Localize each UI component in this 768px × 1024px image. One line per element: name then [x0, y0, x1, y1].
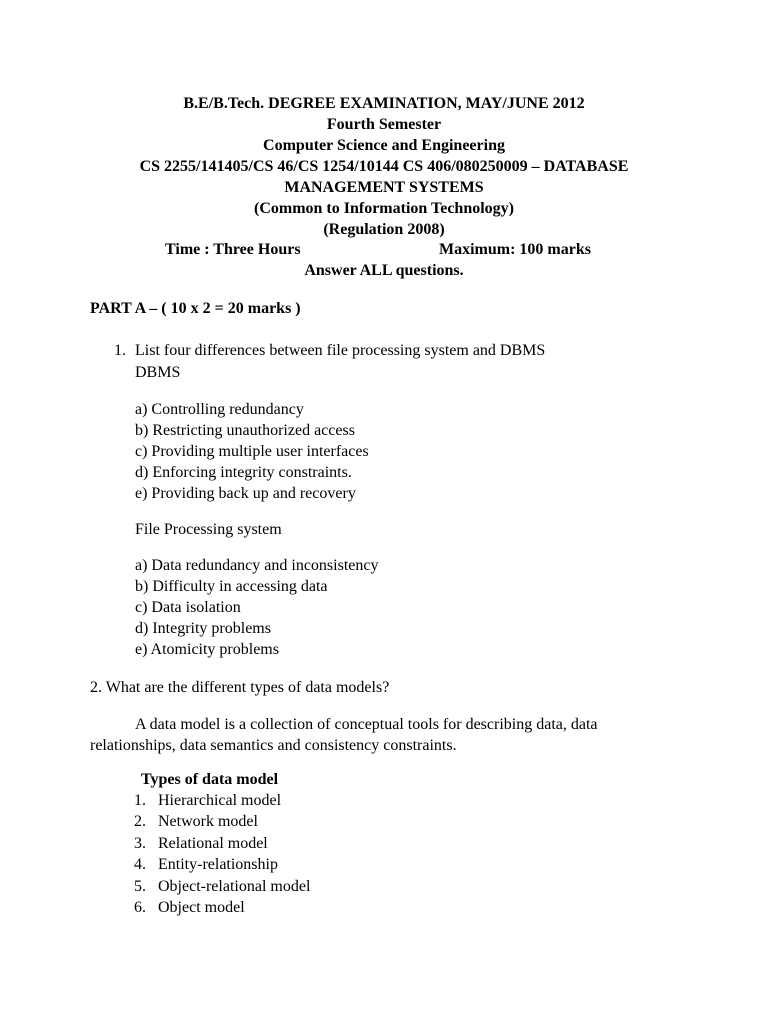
list-item [134, 854, 434, 875]
q2-question: 2. What are the different types of data models? [90, 679, 390, 696]
list-item: c) Data isolation [135, 599, 241, 616]
q1-question: List four differences between file processing system and DBMS [135, 342, 546, 359]
time-marks-line [0, 239, 768, 260]
max-marks: Maximum: 100 marks [439, 241, 591, 258]
list-item-number: 5. [134, 878, 146, 895]
course-name: MANAGEMENT SYSTEMS [284, 179, 484, 196]
list-item [134, 897, 434, 918]
instruction: Answer ALL questions. [304, 262, 464, 279]
q2-types-list [134, 790, 434, 918]
list-item: a) Data redundancy and inconsistency [135, 557, 379, 574]
list-item [134, 811, 434, 832]
list-item [134, 876, 434, 897]
list-item-number: 1. [134, 792, 146, 809]
semester: Fourth Semester [326, 116, 442, 133]
list-item-label: Object model [158, 899, 245, 916]
list-item-label: Network model [158, 813, 258, 830]
department: Computer Science and Engineering [263, 137, 505, 154]
list-item: c) Providing multiple user interfaces [135, 443, 369, 460]
list-item-label: Entity-relationship [158, 856, 278, 873]
q1-number: 1. [114, 342, 126, 359]
list-item: d) Integrity problems [135, 620, 271, 637]
q2-answer-line-1: A data model is a collection of conceptual tools for describing data, data [135, 716, 598, 733]
exam-duration: Time : Three Hours [165, 241, 301, 258]
q2-types-heading: Types of data model [141, 771, 279, 788]
list-item-label: Hierarchical model [158, 792, 282, 809]
list-item-number: 6. [134, 899, 146, 916]
common-to: (Common to Information Technology) [253, 200, 514, 217]
list-item [134, 790, 434, 811]
list-item: a) Controlling redundancy [135, 401, 304, 418]
list-item-number: 4. [134, 856, 146, 873]
list-item-number: 3. [134, 835, 146, 852]
q1-fps-heading: File Processing system [135, 521, 282, 538]
list-item-label: Object-relational model [158, 878, 311, 895]
course-codes: CS 2255/141405/CS 46/CS 1254/10144 CS 406/080250009 – DATABASE [139, 158, 629, 175]
part-a-heading: PART A – ( 10 x 2 = 20 marks ) [90, 300, 301, 317]
q1-dbms-heading: DBMS [135, 364, 181, 381]
q1-fps-list [135, 555, 378, 660]
list-item [134, 833, 434, 854]
q1-dbms-list [135, 399, 369, 504]
exam-header [0, 93, 768, 240]
regulation: (Regulation 2008) [323, 221, 445, 238]
exam-title: B.E/B.Tech. DEGREE EXAMINATION, MAY/JUNE 2012 [183, 95, 585, 112]
list-item-label: Relational model [158, 835, 268, 852]
list-item: b) Difficulty in accessing data [135, 578, 328, 595]
list-item: d) Enforcing integrity constraints. [135, 464, 352, 481]
list-item-number: 2. [134, 813, 146, 830]
list-item: e) Atomicity problems [135, 641, 279, 658]
q2-answer-line-2: relationships, data semantics and consistency constraints. [90, 737, 457, 754]
list-item: b) Restricting unauthorized access [135, 422, 355, 439]
list-item: e) Providing back up and recovery [135, 485, 356, 502]
